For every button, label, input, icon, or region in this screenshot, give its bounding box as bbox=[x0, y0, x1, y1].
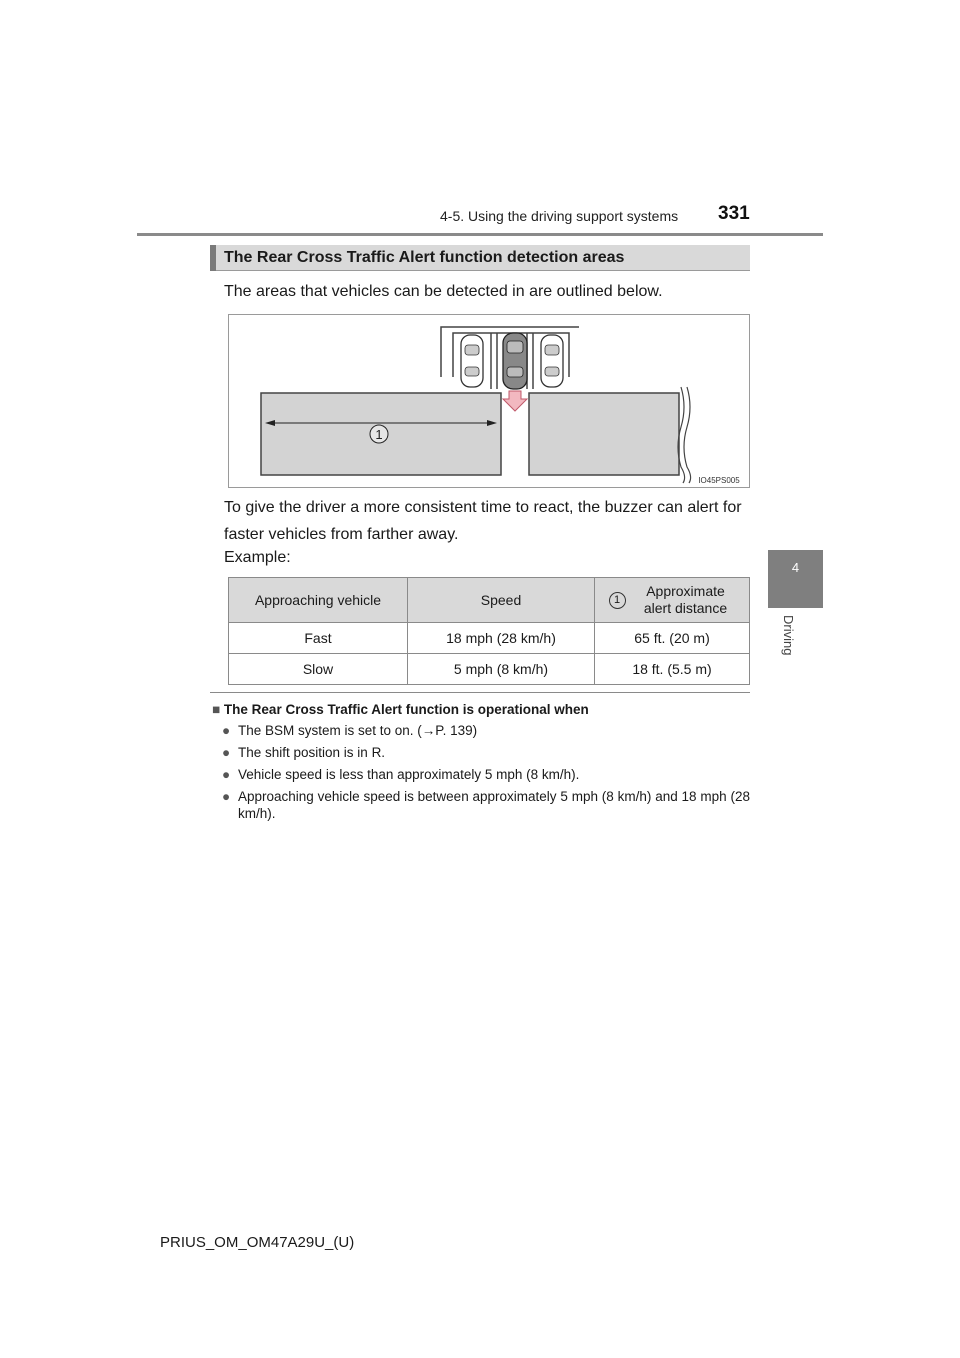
note-heading-text: The Rear Cross Traffic Alert function is operational when bbox=[223, 702, 589, 717]
table-cell: 65 ft. (20 m) bbox=[595, 623, 750, 654]
note-heading bbox=[212, 702, 589, 717]
detection-area-figure bbox=[228, 314, 750, 488]
example-label: Example: bbox=[224, 549, 291, 566]
chapter-label: Driving bbox=[781, 615, 796, 656]
section-title-accent bbox=[210, 245, 216, 271]
chapter-tab bbox=[768, 550, 823, 608]
header-rule bbox=[137, 233, 823, 236]
footer-code: PRIUS_OM_OM47A29U_(U) bbox=[160, 1234, 355, 1251]
detection-area-illustration bbox=[229, 315, 749, 487]
own-vehicle-icon bbox=[503, 333, 527, 389]
table-row bbox=[229, 654, 750, 685]
bullet-icon: ● bbox=[222, 789, 231, 804]
buzzer-paragraph: To give the driver a more consistent time to react, the buzzer can alert for faster vehicles from farther away. bbox=[224, 499, 742, 543]
list-item bbox=[222, 744, 750, 761]
parked-car-left-icon bbox=[461, 335, 483, 387]
header-approaching-vehicle: Approaching vehicle bbox=[229, 578, 408, 623]
table-cell: Fast bbox=[229, 623, 408, 654]
reverse-arrow-icon bbox=[503, 391, 527, 411]
intro-text: The areas that vehicles can be detected in are outlined below. bbox=[224, 283, 663, 300]
bullet-icon: ● bbox=[222, 745, 231, 760]
header-alert-distance-text: Approximate alert distance bbox=[643, 583, 728, 616]
list-item-text: The BSM system is set to on. (→P. 139) bbox=[238, 723, 478, 738]
table-cell: 5 mph (8 km/h) bbox=[408, 654, 595, 685]
parked-car-right-icon bbox=[541, 335, 563, 387]
figure-callout-1: 1 bbox=[375, 427, 383, 442]
header-speed: Speed bbox=[408, 578, 595, 623]
section-header: 4-5. Using the driving support systems bbox=[440, 208, 679, 224]
list-item bbox=[222, 788, 750, 822]
alert-distance-table bbox=[228, 577, 750, 685]
note-rule bbox=[210, 692, 750, 693]
figure-code: IO45PS005 bbox=[698, 476, 740, 485]
header-callout-1: 1 bbox=[609, 592, 626, 609]
header-alert-distance bbox=[595, 578, 750, 623]
bullet-icon: ● bbox=[222, 723, 231, 738]
bullet-icon: ● bbox=[222, 767, 231, 782]
page-number: 331 bbox=[718, 203, 750, 224]
table-cell: Slow bbox=[229, 654, 408, 685]
list-item bbox=[222, 766, 750, 783]
list-item-text: Vehicle speed is less than approximately 5 mph (8 km/h). bbox=[238, 767, 580, 782]
condition-list bbox=[222, 722, 750, 827]
note-marker-icon: ■ bbox=[212, 702, 221, 717]
list-item bbox=[222, 722, 750, 739]
chapter-number: 4 bbox=[791, 560, 800, 575]
table-cell: 18 ft. (5.5 m) bbox=[595, 654, 750, 685]
table-row bbox=[229, 623, 750, 654]
section-title: The Rear Cross Traffic Alert function detection areas bbox=[224, 249, 625, 266]
list-item-text: The shift position is in R. bbox=[238, 745, 386, 760]
table-cell: 18 mph (28 km/h) bbox=[408, 623, 595, 654]
list-item-text: Approaching vehicle speed is between approximately 5 mph (8 km/h) and 18 mph (28 km/h). bbox=[238, 789, 750, 821]
